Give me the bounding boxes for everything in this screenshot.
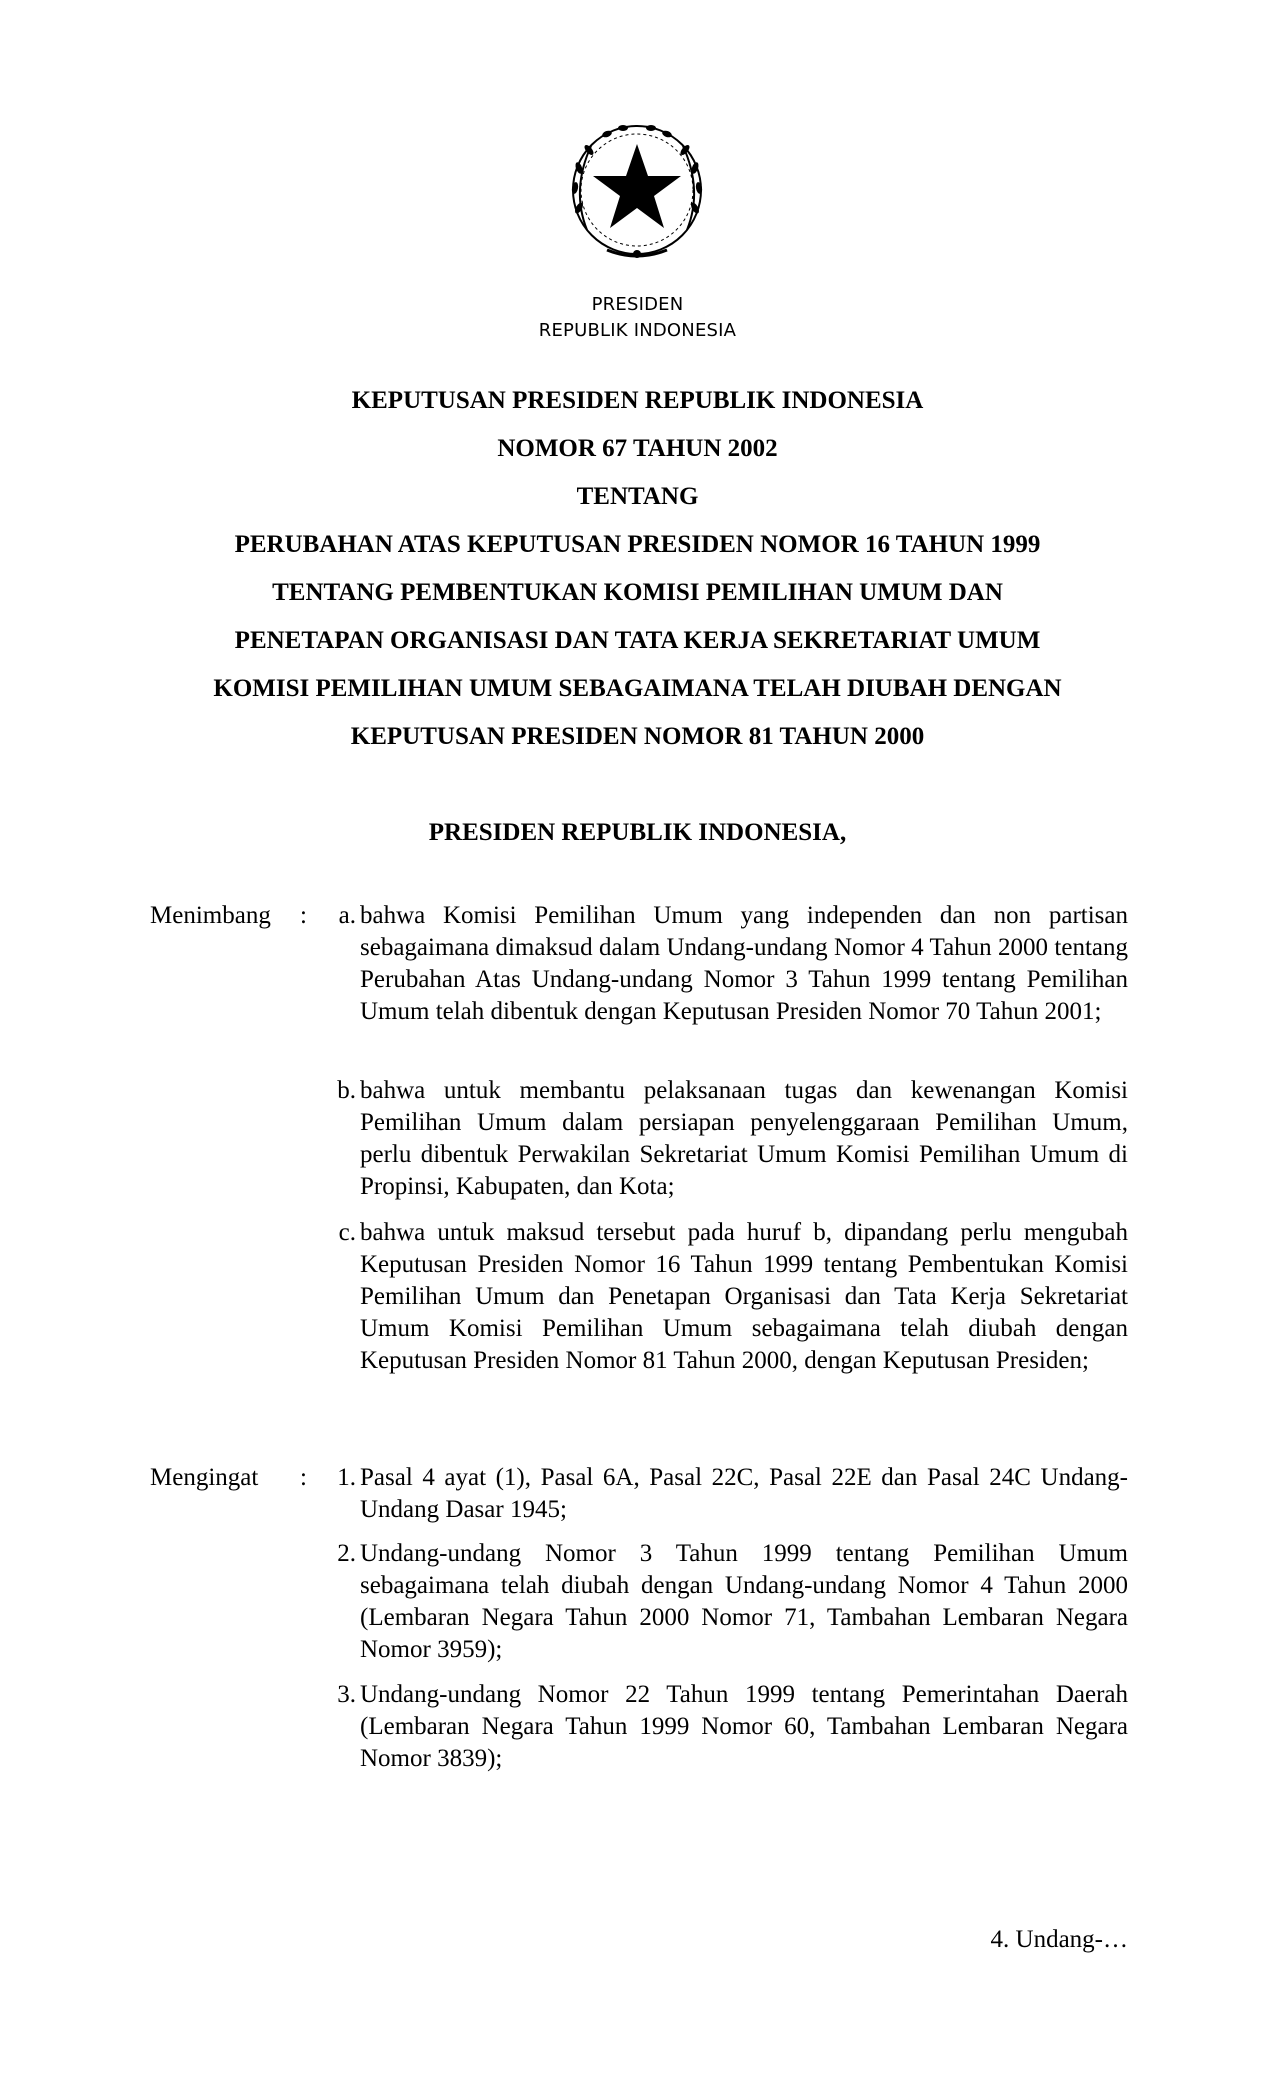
menimbang-item-mark: a.	[338, 902, 356, 929]
decree-title: KEPUTUSAN PRESIDEN REPUBLIK INDONESIA	[351, 387, 924, 414]
mengingat-item-2: Undang-undang Nomor 3 Tahun 1999 tentang Pemilihan Umum sebagaimana telah diubah dengan Undang-undang Nomor 4 Tahun 2000 (Lembaran Negara Tahun 2000 Nomor 71, Tambahan Lembaran Negara Nomor 3959);	[360, 1540, 1128, 1663]
menimbang-item-mark: b.	[337, 1077, 356, 1104]
menimbang-item-b: bahwa untuk membantu pelaksanaan tugas dan kewenangan Komisi Pemilihan Umum dalam persiapan penyelenggaraan Pemilihan Umum, perlu dibentuk Perwakilan Sekretariat Umum Komisi Pemilihan Umum di Propinsi, Kabupaten, dan Kota;	[360, 1077, 1128, 1200]
emblem-label-republik: REPUBLIK INDONESIA	[538, 320, 737, 341]
menimbang-item-mark: c.	[338, 1219, 356, 1246]
menimbang-label: Menimbang	[150, 902, 271, 929]
mengingat-item-mark: 2.	[337, 1540, 356, 1567]
decree-number: NOMOR 67 TAHUN 2002	[497, 435, 778, 462]
garuda-star-seal-icon	[557, 110, 717, 270]
mengingat-label: Mengingat	[150, 1464, 259, 1491]
decree-subject-line-4: KOMISI PEMILIHAN UMUM SEBAGAIMANA TELAH DIUBAH DENGAN	[213, 675, 1062, 702]
mengingat-item-mark: 3.	[337, 1681, 356, 1708]
decree-subject-line-2: TENTANG PEMBENTUKAN KOMISI PEMILIHAN UMUM DAN	[272, 579, 1003, 606]
next-page-continuation: 4. Undang-…	[990, 1926, 1128, 1953]
menimbang-colon: :	[300, 902, 307, 929]
decree-issuer: PRESIDEN REPUBLIK INDONESIA,	[428, 819, 847, 846]
emblem-label-presiden: PRESIDEN	[591, 294, 684, 315]
decree-tentang: TENTANG	[576, 483, 699, 510]
menimbang-item-c: bahwa untuk maksud tersebut pada huruf b, dipandang perlu mengubah Keputusan Presiden Nomor 16 Tahun 1999 tentang Pembentukan Komisi Pemilihan Umum dan Penetapan Organisasi dan Tata Kerja Sekretariat Umum Komisi Pemilihan Umum sebagaimana telah diubah dengan Keputusan Presiden Nomor 81 Tahun 2000, dengan Keputusan Presiden;	[360, 1219, 1128, 1374]
decree-subject-line-3: PENETAPAN ORGANISASI DAN TATA KERJA SEKRETARIAT UMUM	[234, 627, 1041, 654]
decree-subject-line-1: PERUBAHAN ATAS KEPUTUSAN PRESIDEN NOMOR 16 TAHUN 1999	[234, 531, 1041, 558]
mengingat-colon: :	[300, 1464, 307, 1491]
menimbang-item-a: bahwa Komisi Pemilihan Umum yang independen dan non partisan sebagaimana dimaksud dalam Undang-undang Nomor 4 Tahun 2000 tentang Perubahan Atas Undang-undang Nomor 3 Tahun 1999 tentang Pemilihan Umum telah dibentuk dengan Keputusan Presiden Nomor 70 Tahun 2001;	[360, 902, 1128, 1025]
mengingat-item-1: Pasal 4 ayat (1), Pasal 6A, Pasal 22C, Pasal 22E dan Pasal 24C Undang-Undang Dasar 1945;	[360, 1464, 1128, 1523]
mengingat-item-3: Undang-undang Nomor 22 Tahun 1999 tentang Pemerintahan Daerah (Lembaran Negara Tahun 1999 Nomor 60, Tambahan Lembaran Negara Nomor 3839);	[360, 1681, 1128, 1772]
mengingat-item-mark: 1.	[337, 1464, 356, 1491]
decree-subject-line-5: KEPUTUSAN PRESIDEN NOMOR 81 TAHUN 2000	[350, 723, 925, 750]
